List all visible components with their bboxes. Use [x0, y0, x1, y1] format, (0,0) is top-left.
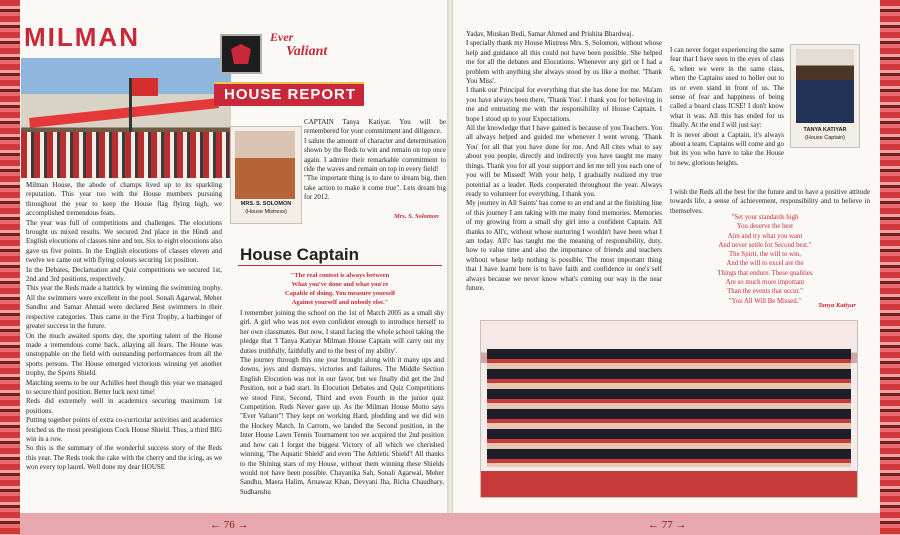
photo-floor: [481, 471, 857, 497]
motto-valiant: Valiant: [286, 44, 328, 59]
captain-signature: Tanya Katiyar: [818, 302, 856, 309]
quote-line: Capable of doing. You measure yourself: [284, 290, 396, 297]
poem-line: And the will to excel are the: [726, 260, 804, 268]
page-number-left: ← 76 →: [210, 519, 249, 531]
parade-photo: [21, 58, 231, 178]
house-report-text: [26, 181, 222, 501]
paragraph: I specially thank my House Mistress Mrs. S. Solomon, without whose help and guidance all this could not have been possible. She helped me for all the debates and Elocutions. Whenever any girl or I had a problem with anything she always stood by us like a mother. 'Thank You Miss'.: [466, 39, 662, 86]
captain-text-continued: [466, 30, 662, 305]
mistress-portrait: [235, 131, 295, 199]
farewell-poem: [690, 213, 840, 306]
students-rows: [487, 349, 851, 467]
house-report-bar: [214, 82, 364, 106]
paragraph: Putting together points of extra co-curricular activities and academics fetched us the most prestigious Cock House Shield. Thus, a third BIG win in a row.: [26, 416, 222, 443]
house-captain-text: [240, 309, 444, 509]
captain-quote: [240, 271, 440, 307]
paragraph: It is never about a Captain, it's always about a team. Captains will come and go but its you who have to take the House to new, glorious heights.: [670, 130, 784, 167]
paragraph: Milman House, the abode of champs lived up to its sparkling reputation. This year too with the House members pursuing throughout the year to keep the House flag flying high, we accomplished tremendous feats.: [26, 181, 222, 218]
house-crest-icon: [220, 34, 262, 74]
paragraph: I remember joining the school on the 1st of March 2005 as a small shy girl. A girl who was not even confident enough to introduce herself to her own classmates. But now, I stand facing the whole school taking the pledge that 'I Tanya Katiyar Milman House Captain will carry out my duties truthfully, faithfully and to the best of my ability'.: [240, 309, 444, 355]
captain-portrait: [796, 49, 854, 123]
paragraph: My journey in All Saints' has come to an end and at the finishing line of this journey I am taking with me many fond memories. Memories of my growing from a small shy girl into a confident Captain. All thanks to All'c, without whose nurturing I wouldn't have been what I am today. All'c has taught me the meaning of responsibility, duty, how to value time and also the importance of friends and teachers without whose help nothing is possible. The most important thing that I have learnt here is to have faith and confidence in one's self always because we never know what's coming our way in the near future.: [466, 199, 662, 292]
paragraph: I thank our Principal for everything that she has done for me. Ma'am you have always been there, 'Thank You'. I thank you for believing in me and entrusting me with the responsibility of House Captain. I hope I stood up to your Expectations.: [466, 86, 662, 123]
paragraph: The journey through this one year brought along with it many ups and downs, joys and dismays, victories and failures. The Middle Section English Elocution was not in our favor, but we finally did get the 2nd Position, not a bad start. In Elocution Debates and Quiz Competitions we stood First, Second, Third and even Fourth in the junior quiz Competition. Reds Never gave up. As the Milman House Motto says "Ever Valiant"! They kept on working Hard, plodding and we did win the Hockey Match. In Carrom, we landed the Second position, in the Inter House Lawn Tennis Tournament too we acquired the 2nd position and how can I forget the biggest Victory of all which we cherished winning, 'The Aquatic Shield' and even 'The Athletic Shield'! All thanks to the Shining stars of my House, without them winning these Shields would not have been possible. Chayanika Sah, Sonali Agarwal, Meher Sandhu, Maera Halim, Arnawaz Khan, Devyani Jha, Richa Chaudhary, Sudhanshu: [240, 356, 444, 496]
captain-closing-text: [670, 188, 870, 215]
mistress-text: [304, 118, 446, 210]
house-group-photo: [480, 320, 858, 498]
shield-icon: [231, 44, 251, 64]
poem-line: The Spirit, the will to win,: [729, 251, 801, 259]
poem-line: "You All Will Be Missed.": [728, 297, 802, 305]
page-gutter: [447, 0, 453, 535]
paragraph: Yadav, Muskan Bedi, Samar Ahmed and Prishita Bhardwaj.: [466, 30, 634, 38]
paragraph: I can never forget experiencing the same fear that I have seen in the eyes of class 6, when we were in the same class, when the Captains used to holler out to us or even stand in front of us. The sense of fear and happiness of being called a board class ICSE! I don't know what it was. All this has ended for us finally. At the end I will just say:: [670, 46, 784, 130]
paragraph: I wish the Reds all the best for the future and to have a positive attitude towards life, a sense of achievement, responsibility and to believe in themselves.: [670, 188, 870, 215]
right-page-edge-stripes: [880, 0, 900, 535]
house-captain-title: House Captain: [240, 245, 360, 264]
poem-line: Are so much more important: [725, 279, 805, 287]
mistress-name: MRS. S. SOLOMON: [240, 201, 292, 207]
captain-name: TANYA KATIYAR: [803, 127, 847, 133]
poem-line: "Set your standards high: [731, 214, 799, 221]
paragraph: I salute the amount of character and determination shown by the Reds to win and remain on top once again. I admire their remarkable commitment to ride the waves and remain on top in every field!: [304, 136, 446, 174]
photo-marchers: [21, 132, 231, 178]
photo-banner: [29, 98, 219, 128]
paragraph: In the Debates, Declamation and Quiz competitions we secured 1st, 2nd and 3rd positions, respectively.: [26, 265, 222, 284]
motto-ever: Ever: [270, 30, 294, 44]
captain-photo-card: [790, 44, 860, 148]
paragraph: All the knowledge that I have gained is because of you Teachers. You all always helped and guided me whenever I went wrong. 'Thank You' for all that you have done for me. And All cites what to say about you people, directly and indirectly you have taught me many things. Thank you for all your support and let me tell you each one of you will be Missed! With your help, I gradually realized my true potential as a leader. Reds cooperated throughout the year. Always ready to volunteer for everything. I thank you.: [466, 124, 662, 198]
paragraph: This year the Reds made a hattrick by winning the swimming trophy. All the swimmers were excellent in the pool. Sonali Agarwal, Meher Sandhu and Samar Ahmad were declared Best swimmers in their respective categories. Thus came in the First Trophy, a harbinger of greater success in the future.: [26, 284, 222, 331]
quote-line: "The real contest is always between: [290, 272, 390, 279]
paragraph: The year was full of competitions and challenges. The elocutions brought us mixed results. We secured 2nd place in the Hindi and English elocutions of classes nine and ten. Six to eight elocutions also gave us five points. In the English elocutions of classes eleven and twelve we came out with flying colours securing 1st position.: [26, 218, 222, 265]
captain-role: (House Captain): [804, 135, 846, 141]
poem-line: And never settle for Second best.": [718, 241, 812, 249]
photo-flag: [132, 78, 158, 96]
quote-line: What you've done and what you're: [291, 281, 389, 288]
paragraph: On the much awaited sports day, the sporting talent of the House made a tremendous come back, allaying all fears. The House was unstoppable on the field with outstanding performances from all the sports persons. The House emerged victorious winning yet another trophy, the Sports Shield.: [26, 331, 222, 378]
poem-line: Things that endure. These qualities: [717, 269, 813, 277]
poem-line: You deserve the best: [736, 223, 794, 231]
house-report-title: HOUSE REPORT: [224, 86, 357, 103]
paragraph: "The important thing is to dare to dream big, then take action to make it come true". Lets dream big for 2012.: [304, 174, 446, 202]
quote-line: Against yourself and nobody else.": [291, 299, 389, 306]
left-page-edge-stripes: [0, 0, 20, 535]
page-number-right: ← 77 →: [648, 519, 687, 531]
captain-text-far-right: [670, 46, 784, 186]
divider: [238, 265, 442, 266]
house-name-title: MILMAN: [24, 22, 140, 52]
paragraph: Reds did extremely well in academics securing maximum 1st positions.: [26, 397, 222, 415]
paragraph: So this is the summary of the wonderful success story of the Reds this year. The Reds took the cake with the cherry and the icing, as we won every top laurel. Well done my dear HOUSE: [26, 444, 222, 472]
house-report-header: [208, 20, 358, 112]
mistress-role: (House Mistress): [245, 209, 287, 215]
paragraph: Matching seems to be our Achilles heel though this year we managed to secure third position. Better luck next time!: [26, 378, 222, 396]
poem-line: Aim and try what you want: [727, 232, 803, 240]
poem-line: Than the events that occur.": [727, 288, 803, 296]
paragraph: CAPTAIN Tanya Katiyar. You will be remembered for your commitment and diligence.: [304, 118, 446, 136]
mistress-photo-card: [230, 126, 302, 224]
mistress-signature: Mrs. S. Solomon: [394, 213, 439, 220]
